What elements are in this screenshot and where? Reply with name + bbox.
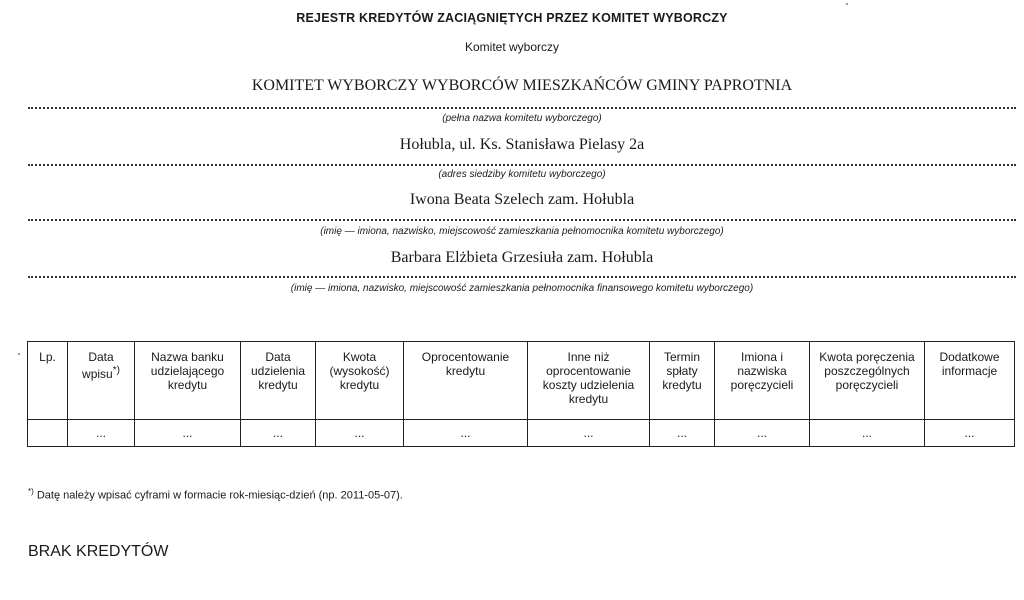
column-header-guarantee-amount: Kwota poręczenia poszczególnych poręczycieli [810,342,925,420]
column-header-other-costs: Inne niż oprocentowanie koszty udzielenia kredytu [528,342,650,420]
committee-address-caption: (adres siedziby komitetu wyborczego) [438,169,606,180]
column-header-bank-name: Nazwa banku udzielającego kredytu [135,342,241,420]
committee-name: KOMITET WYBORCZY WYBORCÓW MIESZKAŃCÓW GMINY PAPROTNIA [251,77,793,94]
table-cell: ... [135,420,241,447]
column-header-repayment-term: Termin spłaty kredytu [650,342,715,420]
table-header-row [28,342,1015,420]
committee-name-caption: (pełna nazwa komitetu wyborczego) [442,113,602,124]
financial-representative-caption: (imię — imiona, nazwisko, miejscowość zamieszkania pełnomocnika finansowego komitetu wyborczego) [290,283,754,294]
dotted-line [28,107,1016,109]
table-cell: ... [68,420,135,447]
financial-representative: Barbara Elżbieta Grzesiuła zam. Hołubla [390,249,654,266]
footnote [28,487,403,502]
committee-representative-caption: (imię — imiona, nazwisko, miejscowość zamieszkania pełnomocnika komitetu wyborczego) [320,226,724,237]
column-header-lp: Lp. [28,342,68,420]
footnote-mark: *) [28,487,34,496]
table-cell: ... [404,420,528,447]
table-cell: ... [715,420,810,447]
column-header-guarantors: Imiona i nazwiska poręczycieli [715,342,810,420]
table-row [28,420,1015,447]
table-cell: ... [241,420,316,447]
column-header-grant-date: Data udzielenia kredytu [241,342,316,420]
credit-register-table [27,341,1015,447]
table-cell: ... [316,420,404,447]
scan-speck [18,353,20,355]
column-header-amount: Kwota (wysokość) kredytu [316,342,404,420]
table-cell [28,420,68,447]
table-cell: ... [810,420,925,447]
table-cell: ... [650,420,715,447]
register-title: REJESTR KREDYTÓW ZACIĄGNIĘTYCH PRZEZ KOMITET WYBORCZY [296,11,728,25]
dotted-line [28,276,1016,278]
footnote-text: Datę należy wpisać cyframi w formacie rok-miesiąc-dzień (np. 2011-05-07). [33,489,403,502]
dotted-line [28,164,1016,166]
scan-speck [846,3,848,5]
register-subtitle: Komitet wyborczy [464,40,560,54]
committee-representative: Iwona Beata Szelech zam. Hołubla [409,191,635,208]
column-header-data-wpisu: Data wpisu*) [68,342,135,420]
committee-address: Hołubla, ul. Ks. Stanisława Pielasy 2a [399,136,645,153]
table-cell: ... [925,420,1015,447]
table-cell: ... [528,420,650,447]
dotted-line [28,219,1016,221]
column-header-interest: Oprocentowanie kredytu [404,342,528,420]
column-header-additional-info: Dodatkowe informacje [925,342,1015,420]
no-credits-status: BRAK KREDYTÓW [28,543,169,560]
